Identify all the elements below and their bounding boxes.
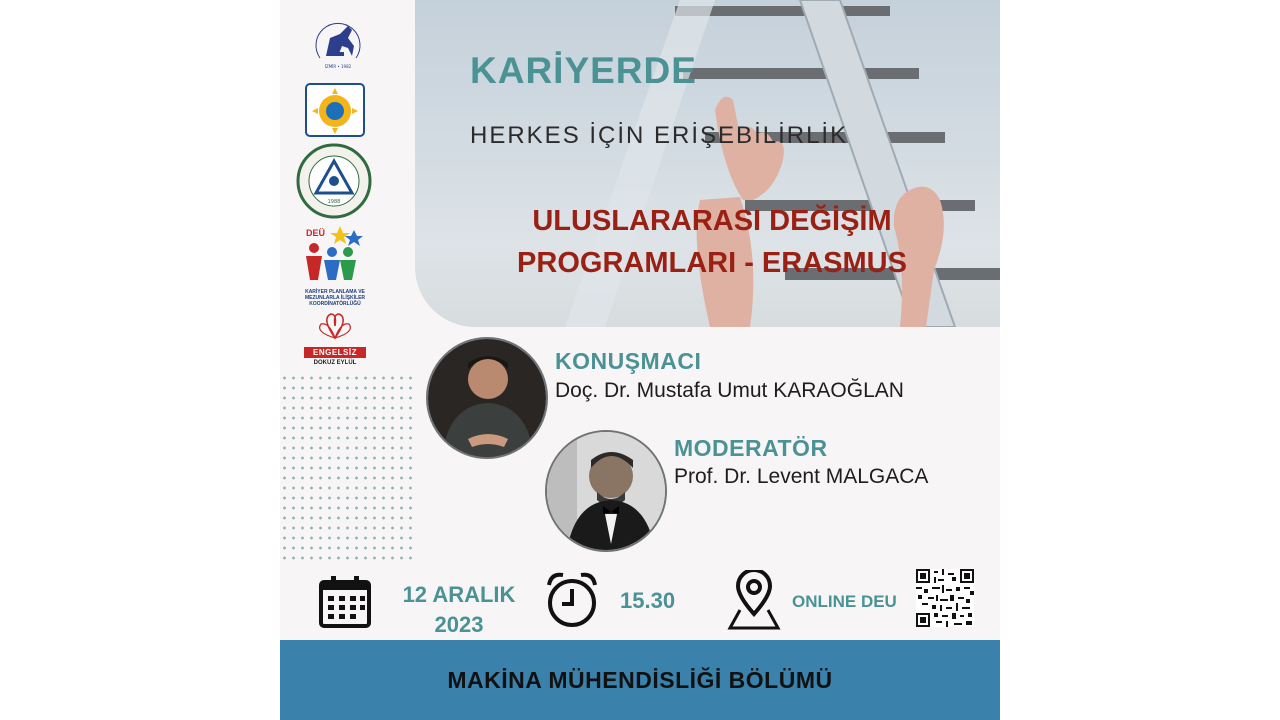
calendar-icon	[318, 575, 372, 629]
event-date	[384, 580, 534, 640]
qr-code-icon[interactable]	[916, 569, 974, 627]
engelsiz-logo	[304, 312, 366, 370]
moderator-photo	[545, 430, 667, 552]
engelsiz-label: ENGELSİZ	[304, 347, 366, 358]
footer-bar	[280, 640, 1000, 720]
career-unit-label: KARİYER PLANLAMA VE MEZUNLARLA İLİŞKİLER KOORDİNATÖRLÜĞÜ	[304, 289, 366, 307]
university-year: İZMİR • 1982	[324, 64, 352, 69]
engelsiz-sub-label: DOKUZ EYLÜL	[313, 360, 357, 366]
faculty-logo	[304, 80, 366, 138]
map-pin-icon	[726, 570, 782, 630]
dot-pattern	[280, 373, 415, 560]
career-center-logo	[300, 222, 370, 308]
moderator-role: MODERATÖR	[674, 435, 828, 461]
moderator-name: Prof. Dr. Levent MALGACA	[674, 465, 929, 488]
department-logo	[296, 143, 372, 219]
university-logo	[298, 8, 378, 70]
event-location: ONLINE DEU	[792, 592, 897, 611]
career-abbr: DEÜ	[306, 228, 326, 238]
topic-title	[492, 200, 932, 284]
speaker-name: Doç. Dr. Mustafa Umut KARAOĞLAN	[555, 379, 904, 402]
speaker-photo	[426, 337, 548, 459]
topic-line-1: ULUSLARARASI DEĞİŞİM	[532, 205, 892, 237]
footer-department: MAKİNA MÜHENDİSLİĞİ BÖLÜMÜ	[447, 667, 833, 693]
department-year: 1988	[327, 199, 341, 205]
date-line-1: 12 ARALIK	[402, 582, 516, 607]
speaker-role: KONUŞMACI	[555, 348, 702, 374]
alarm-clock-icon	[545, 571, 599, 629]
kicker-title: KARİYERDE	[470, 50, 697, 91]
topic-line-2: PROGRAMLARI - ERASMUS	[517, 247, 907, 279]
event-time: 15.30	[620, 588, 676, 613]
subtitle: HERKES İÇİN ERİŞEBİLİRLİK	[470, 122, 849, 149]
event-poster	[280, 0, 1000, 720]
date-line-2: 2023	[434, 612, 484, 637]
